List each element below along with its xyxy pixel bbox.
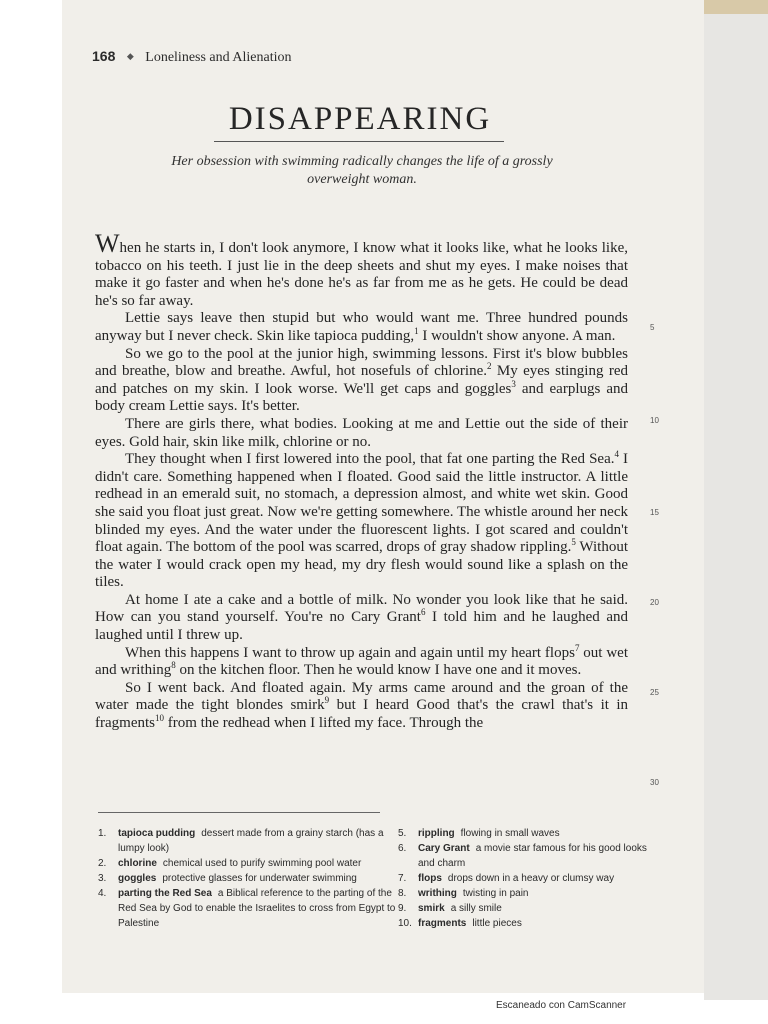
story-title: DISAPPEARING bbox=[228, 101, 492, 137]
line-number: 15 bbox=[650, 508, 659, 517]
footnote-term: fragments bbox=[418, 918, 467, 929]
diamond-ornament-icon: ◆ bbox=[126, 51, 134, 61]
paragraph-text: Without the water I would crack open my head, my dry flesh would sound like a splash on the tiles. bbox=[95, 539, 628, 591]
footnote bbox=[398, 871, 658, 886]
footnote-number: 6. bbox=[398, 843, 407, 854]
footnote bbox=[398, 916, 658, 931]
line-number: 25 bbox=[650, 688, 659, 697]
footnote-ref: 1 bbox=[414, 325, 419, 336]
paragraph bbox=[95, 592, 628, 645]
title-underline bbox=[214, 141, 504, 142]
paragraph bbox=[95, 310, 628, 345]
footnote-ref: 4 bbox=[614, 449, 619, 460]
footnotes-left-column bbox=[98, 826, 398, 931]
footnote-definition: a silly smile bbox=[450, 903, 502, 914]
footnote-definition: chemical used to purify swimming pool water bbox=[162, 858, 362, 869]
footnote-ref: 8 bbox=[171, 660, 176, 671]
footnote-ref: 6 bbox=[420, 607, 426, 618]
page-number: 168 bbox=[92, 48, 116, 64]
line-number: 30 bbox=[650, 778, 659, 787]
footnote-number: 9. bbox=[398, 903, 407, 914]
footnote bbox=[98, 886, 398, 931]
footnote-ref: 3 bbox=[511, 378, 516, 389]
footnote-number: 3. bbox=[98, 873, 107, 884]
paragraph-text: So I went back. And floated again. My arms came around and the groan of the water made the tight blondes smirk bbox=[95, 679, 628, 714]
paragraph-text: out wet and writhing bbox=[95, 644, 629, 679]
footnote-definition: a movie star famous for his good looks and charm bbox=[418, 843, 647, 869]
line-number: 10 bbox=[650, 416, 659, 425]
footnote-divider bbox=[98, 812, 380, 813]
footnote-ref: 9 bbox=[324, 695, 330, 706]
footnote-number: 8. bbox=[398, 888, 407, 899]
footnote-definition: flowing in small waves bbox=[460, 828, 560, 839]
footnote bbox=[98, 871, 398, 886]
scan-background bbox=[704, 0, 768, 1000]
paragraph bbox=[95, 642, 629, 680]
scanner-watermark: Escaneado con CamScanner bbox=[496, 1000, 627, 1011]
footnote-term: chlorine bbox=[118, 858, 157, 869]
footnote-term: Cary Grant bbox=[418, 843, 470, 854]
footnote-term: writhing bbox=[418, 888, 457, 899]
footnote bbox=[98, 856, 398, 871]
footnote bbox=[398, 841, 658, 871]
footnote-definition: little pieces bbox=[472, 918, 522, 929]
paragraph bbox=[95, 416, 628, 451]
paragraph-text: I wouldn't show anyone. A man. bbox=[418, 327, 616, 344]
footnote-number: 10. bbox=[398, 918, 412, 929]
paragraph-text: They thought when I first lowered into the pool, that fat one parting the Red Sea. bbox=[125, 451, 615, 468]
footnote-term: parting the Red Sea bbox=[118, 888, 212, 899]
footnote-ref: 2 bbox=[486, 361, 492, 372]
footnote-ref: 5 bbox=[571, 537, 576, 548]
paragraph-text: on the kitchen floor. Then he would know I have one and it moves. bbox=[175, 662, 582, 679]
paragraph-text: I didn't care. Something happened when I floated. Good said the little instructor. A little redhead in an emerald suit, no stomach, a depression almost, and white wet skin. Good she said you float just great. Now we're getting somewhere. The whistle around her neck blinded my eyes. And the water under the fluorescent lights. I got scared and couldn't float again. The bottom of the pool was scarred, drops of gray shadow rippling. bbox=[95, 451, 629, 556]
running-header bbox=[92, 48, 291, 66]
footnote-number: 2. bbox=[98, 858, 107, 869]
footnote-definition: dessert made from a grainy starch (has a lumpy look) bbox=[118, 828, 384, 854]
footnote bbox=[398, 826, 658, 841]
footnote-term: tapioca pudding bbox=[118, 828, 196, 839]
footnote-number: 7. bbox=[398, 873, 407, 884]
paragraph-text: My eyes stinging red and patches on my skin. I look worse. We'll get caps and goggles bbox=[95, 363, 629, 397]
paragraph-text: So we go to the pool at the junior high, swimming lessons. First it's blow bubbles and breathe, blow and breathe. Awful, hot nosefuls of chlorine. bbox=[95, 345, 628, 380]
paragraph-text: Lettie says leave then stupid but who would want me. Three hundred pounds anyway but I never check. Skin like tapioca pudding, bbox=[95, 310, 628, 344]
footnote-number: 4. bbox=[98, 888, 107, 899]
paragraph-text: from the redhead when I lifted my face. Through the bbox=[163, 715, 484, 732]
paragraph bbox=[95, 451, 628, 592]
footnote-number: 5. bbox=[398, 828, 407, 839]
footnote-term: flops bbox=[418, 873, 442, 884]
paragraph-text: There are girls there, what bodies. Looking at me and Lettie out the side of their eyes. Gold hair, skin like milk, chlorine or no. bbox=[95, 415, 628, 450]
footnote bbox=[398, 886, 658, 901]
footnote-term: rippling bbox=[418, 828, 455, 839]
paragraph-text: At home I ate a cake and a bottle of milk. No wonder you look like that he said. How can you stand yourself. You're no Cary Grant bbox=[95, 591, 628, 626]
footnote-definition: a Biblical reference to the parting of the Red Sea by God to enable the Israelites to cross from Egypt to Palestine bbox=[118, 888, 396, 929]
story-body bbox=[95, 229, 629, 733]
footnote-definition: twisting in pain bbox=[462, 888, 529, 899]
story-subtitle: Her obsession with swimming radically changes the life of a grossly overweight woman. bbox=[171, 154, 553, 187]
footnote-number: 1. bbox=[98, 828, 107, 839]
book-page bbox=[62, 0, 704, 993]
paragraph bbox=[95, 346, 628, 416]
paragraph-text: but I heard Good that's the crawl that's it in fragments bbox=[95, 697, 629, 732]
footnote bbox=[98, 826, 398, 856]
footnote-ref: 7 bbox=[574, 642, 580, 653]
drop-cap: W bbox=[95, 229, 120, 258]
footnote-definition: protective glasses for underwater swimming bbox=[162, 873, 357, 884]
paragraph bbox=[95, 680, 628, 733]
footnote-term: goggles bbox=[118, 873, 157, 884]
line-number: 20 bbox=[650, 598, 659, 607]
scan-background-edge bbox=[704, 0, 768, 14]
footnotes-right-column bbox=[398, 826, 658, 931]
footnote-term: smirk bbox=[418, 903, 445, 914]
section-title: Loneliness and Alienation bbox=[145, 50, 292, 65]
footnote-definition: drops down in a heavy or clumsy way bbox=[447, 873, 615, 884]
paragraph-text: I told him and he laughed and laughed until I threw up. bbox=[95, 609, 628, 644]
footnote-ref: 10 bbox=[154, 713, 164, 724]
footnote bbox=[398, 901, 658, 916]
line-number: 5 bbox=[650, 323, 655, 332]
paragraph bbox=[95, 229, 628, 310]
paragraph-text: When this happens I want to throw up again and again until my heart flops bbox=[125, 644, 575, 661]
paragraph-text: hen he starts in, I don't look anymore, I know what it looks like, what he looks like, tobacco on his teeth. I just lie in the deep sheets and shut my eyes. I make noises that make it go faster and when he's done he's as far from me as he gets. He could be dead he's so far away. bbox=[95, 240, 628, 309]
paragraph-text: and earplugs and body cream Lettie says. It's better. bbox=[95, 380, 628, 415]
